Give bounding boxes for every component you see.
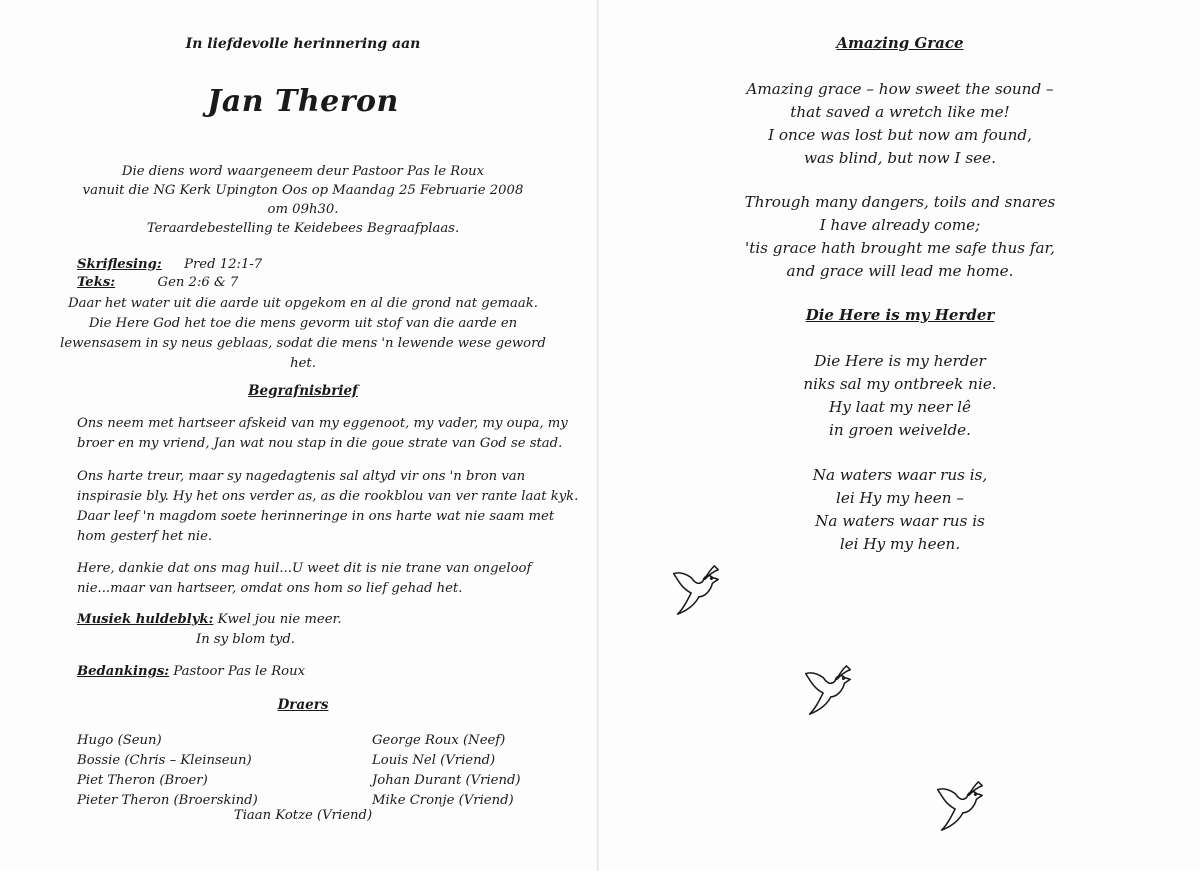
- bearer-name: Pieter Theron (Broerskind): [77, 793, 258, 808]
- bearer-name-last: Tiaan Kotze (Vriend): [233, 808, 373, 823]
- poem-line: was blind, but now I see.: [804, 149, 996, 167]
- paragraph-line: nie...maar van hartseer, omdat ons hom so lief gehad het.: [77, 581, 463, 596]
- poem-line: Through many dangers, toils and snares: [744, 193, 1056, 211]
- letter-paragraph-1: [77, 414, 568, 454]
- bearer-name: Mike Cronje (Vriend): [372, 793, 514, 808]
- poem-line: Die Here is my herder: [814, 352, 986, 370]
- verse-line: Daar het water uit die aarde uit opgekom en al die grond nat gemaak.: [68, 296, 538, 311]
- text-row: [77, 275, 238, 290]
- right-page: [600, 0, 1200, 871]
- paragraph-line: broer en my vriend, Jan wat nou stap in die goue strate van God se stad.: [77, 436, 563, 451]
- verse-text: [60, 294, 546, 374]
- music-line-1: Kwel jou nie meer.: [217, 612, 342, 627]
- left-page: [0, 0, 597, 871]
- letter-paragraph-3: [77, 559, 537, 599]
- thanks-label: Bedankings:: [77, 664, 170, 679]
- text-label: Teks:: [77, 275, 116, 290]
- poem-line: that saved a wretch like me!: [790, 103, 1010, 121]
- reading-label: Skriflesing:: [77, 257, 162, 272]
- thanks-value: Pastoor Pas le Roux: [173, 664, 306, 679]
- dove-icon: [930, 778, 988, 836]
- bearer-name: George Roux (Neef): [372, 733, 506, 748]
- bearer-name: Hugo (Seun): [77, 733, 162, 748]
- dove-icon: [666, 562, 724, 620]
- deceased-name: Jan Theron: [207, 84, 399, 119]
- hymn2-title: Die Here is my Herder: [805, 306, 995, 324]
- paragraph-line: Ons neem met hartseer afskeid van my eggenoot, my vader, my oupa, my: [77, 416, 568, 431]
- thanks-row: [77, 664, 305, 679]
- poem-line: Hy laat my neer lê: [828, 398, 972, 416]
- reading-row: [77, 257, 262, 272]
- poem-line: and grace will lead me home.: [786, 262, 1014, 280]
- bearer-name: Johan Durant (Vriend): [372, 773, 521, 788]
- poem-line: lei Hy my heen –: [836, 489, 964, 507]
- paragraph-line: Daar leef 'n magdom soete herinneringe in ons harte wat nie saam met: [77, 509, 555, 524]
- dove-icon: [798, 662, 856, 720]
- poem-line: I have already come;: [819, 216, 981, 234]
- poem-line: 'tis grace hath brought me safe thus far,: [745, 239, 1055, 257]
- service-line: Teraardebestelling te Keidebees Begraafplaas.: [146, 221, 460, 236]
- hymn1-title: Amazing Grace: [836, 34, 964, 52]
- bearer-name: Bossie (Chris – Kleinseun): [77, 753, 252, 768]
- music-label: Musiek huldeblyk:: [77, 612, 214, 627]
- poem-line: Amazing grace – how sweet the sound –: [746, 80, 1054, 98]
- music-line-2: In sy blom tyd.: [196, 632, 295, 647]
- poem-line: I once was lost but now am found,: [768, 126, 1032, 144]
- paragraph-line: Here, dankie dat ons mag huil...U weet dit is nie trane van ongeloof: [77, 561, 532, 576]
- poem-line: in groen weivelde.: [829, 421, 971, 439]
- letter-paragraph-2: [77, 467, 579, 547]
- bearers-right-column: [372, 731, 521, 811]
- bearer-name: Louis Nel (Vriend): [372, 753, 496, 768]
- hymn1-verse-1: [600, 78, 1200, 170]
- paragraph-line: Ons harte treur, maar sy nagedagtenis sal altyd vir ons 'n bron van: [77, 469, 526, 484]
- reading-value: Pred 12:1-7: [184, 257, 263, 272]
- verse-line: het.: [290, 356, 316, 371]
- paragraph-line: hom gesterf het nie.: [77, 529, 213, 544]
- memorial-header: In liefdevolle herinnering aan: [185, 36, 421, 52]
- hymn2-verse-2: [600, 464, 1200, 556]
- hymn2-verse-1: [600, 350, 1200, 442]
- service-line: om 09h30.: [267, 202, 339, 217]
- service-line: Die diens word waargeneem deur Pastoor Pas le Roux: [121, 164, 485, 179]
- service-details: [60, 162, 546, 238]
- bearers-heading: Draers: [277, 697, 329, 713]
- service-line: vanuit die NG Kerk Upington Oos op Maandag 25 Februarie 2008: [82, 183, 524, 198]
- hymn1-verse-2: [600, 191, 1200, 283]
- music-tribute: [77, 612, 342, 627]
- text-value: Gen 2:6 & 7: [157, 275, 239, 290]
- poem-line: lei Hy my heen.: [839, 535, 961, 553]
- bearer-name: Piet Theron (Broer): [77, 773, 208, 788]
- poem-line: Na waters waar rus is: [815, 512, 985, 530]
- page-fold: [597, 0, 599, 871]
- verse-line: lewensasem in sy neus geblaas, sodat die mens 'n lewende wese geword: [60, 336, 546, 351]
- poem-line: Na waters waar rus is,: [812, 466, 988, 484]
- letter-heading: Begrafnisbrief: [248, 383, 358, 399]
- paragraph-line: inspirasie bly. Hy het ons verder as, as die rookblou van ver rante laat kyk.: [77, 489, 579, 504]
- bearers-left-column: [77, 731, 258, 811]
- poem-line: niks sal my ontbreek nie.: [803, 375, 997, 393]
- verse-line: Die Here God het toe die mens gevorm uit stof van die aarde en: [88, 316, 518, 331]
